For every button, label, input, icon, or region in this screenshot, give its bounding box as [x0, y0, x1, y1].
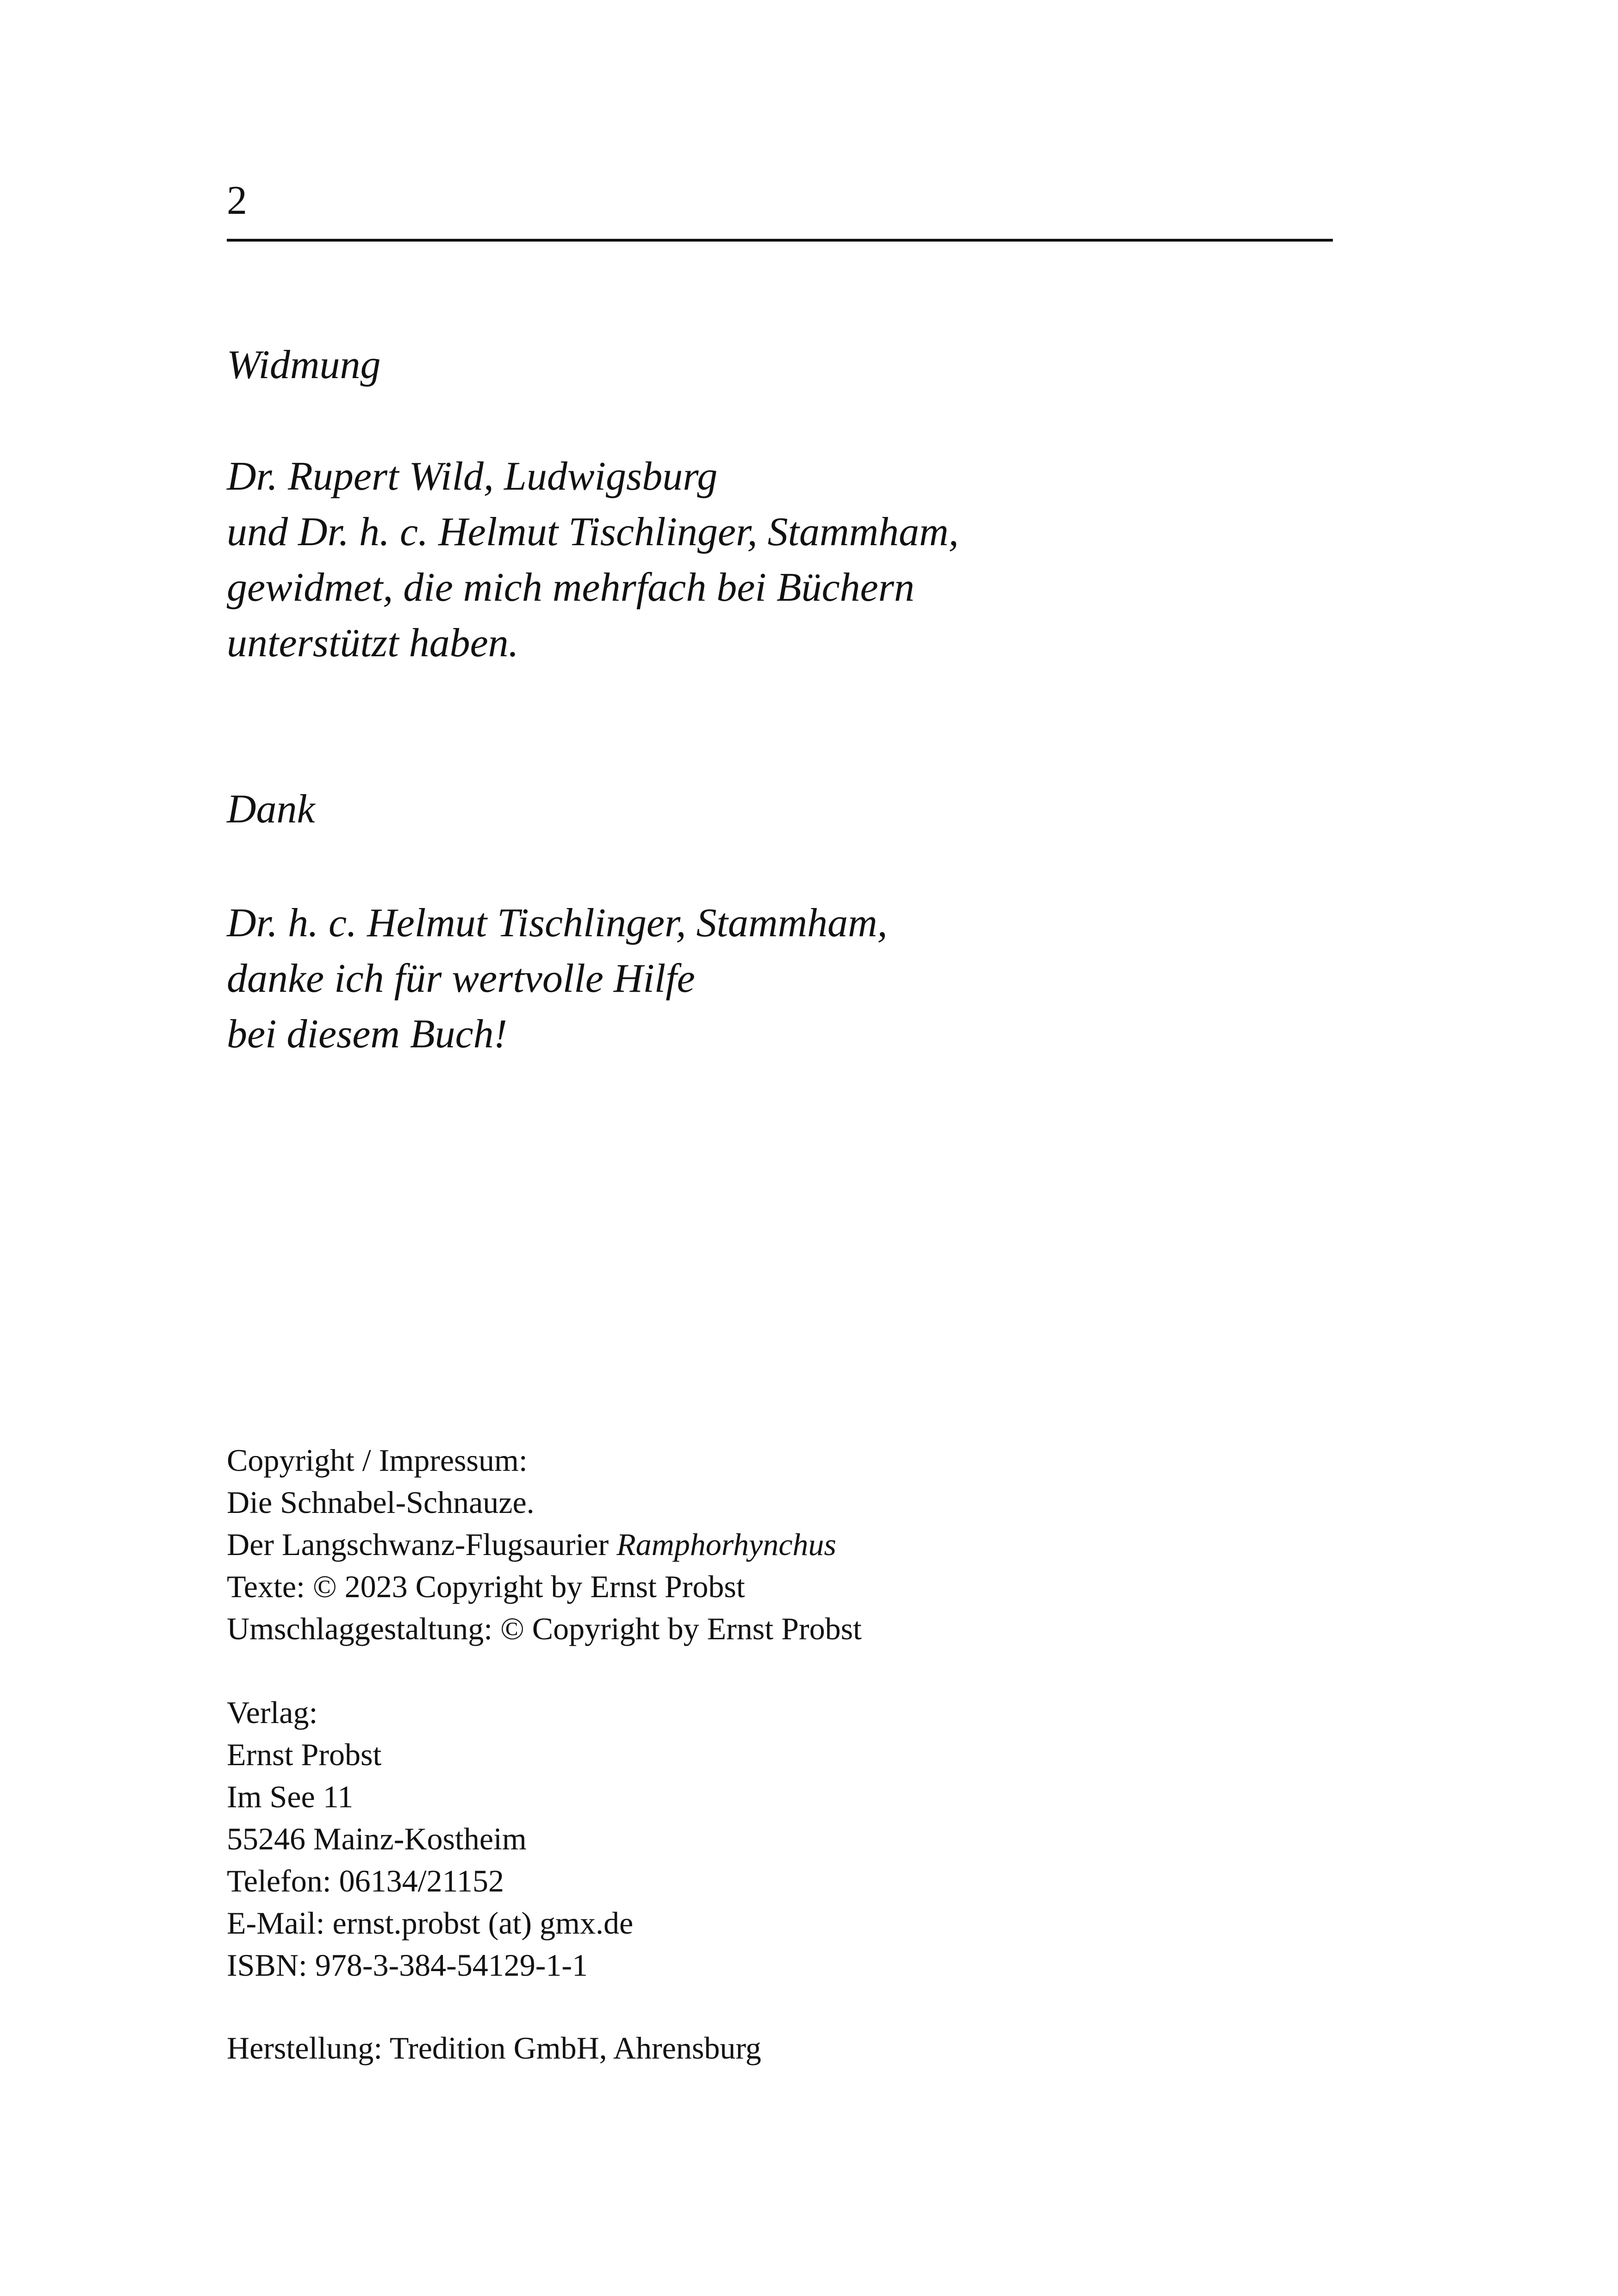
dedication-line: Dr. Rupert Wild, Ludwigsburg	[227, 454, 718, 499]
imprint-block	[227, 1439, 862, 1650]
publisher-name: Ernst Probst	[227, 1737, 382, 1772]
subtitle-prefix: Der Langschwanz-Flugsaurier	[227, 1527, 609, 1562]
publisher-phone: Telefon: 06134/21152	[227, 1863, 504, 1898]
thanks-line: danke ich für wertvolle Hilfe	[227, 956, 695, 1001]
dedication-line: gewidmet, die mich mehrfach bei Büchern	[227, 565, 915, 610]
publisher-city: 55246 Mainz-Kostheim	[227, 1821, 527, 1856]
book-title: Die Schnabel-Schnauze.	[227, 1485, 535, 1520]
dedication-text	[227, 449, 959, 671]
thanks-line: bei diesem Buch!	[227, 1012, 507, 1057]
subtitle-genus: Ramphorhynchus	[616, 1527, 836, 1562]
production-line: Herstellung: Tredition GmbH, Ahrensburg	[227, 2030, 761, 2066]
publisher-label: Verlag:	[227, 1695, 318, 1730]
isbn: ISBN: 978-3-384-54129-1-1	[227, 1948, 588, 1983]
thanks-heading: Dank	[227, 787, 315, 832]
copyright-label: Copyright / Impressum:	[227, 1443, 528, 1478]
book-subtitle	[227, 1524, 862, 1566]
page-number: 2	[227, 178, 247, 223]
publisher-block	[227, 1692, 633, 1986]
cover-copyright: Umschlaggestaltung: © Copyright by Ernst Probst	[227, 1611, 862, 1646]
thanks-line: Dr. h. c. Helmut Tischlinger, Stammham,	[227, 901, 888, 946]
dedication-line: unterstützt haben.	[227, 621, 519, 666]
publisher-email: E-Mail: ernst.probst (at) gmx.de	[227, 1905, 634, 1941]
header-rule	[227, 239, 1333, 242]
texts-copyright: Texte: © 2023 Copyright by Ernst Probst	[227, 1569, 745, 1604]
dedication-heading: Widmung	[227, 342, 381, 387]
publisher-street: Im See 11	[227, 1779, 354, 1814]
dedication-line: und Dr. h. c. Helmut Tischlinger, Stammham,	[227, 510, 959, 554]
production-block	[227, 2027, 761, 2069]
thanks-text	[227, 896, 888, 1062]
